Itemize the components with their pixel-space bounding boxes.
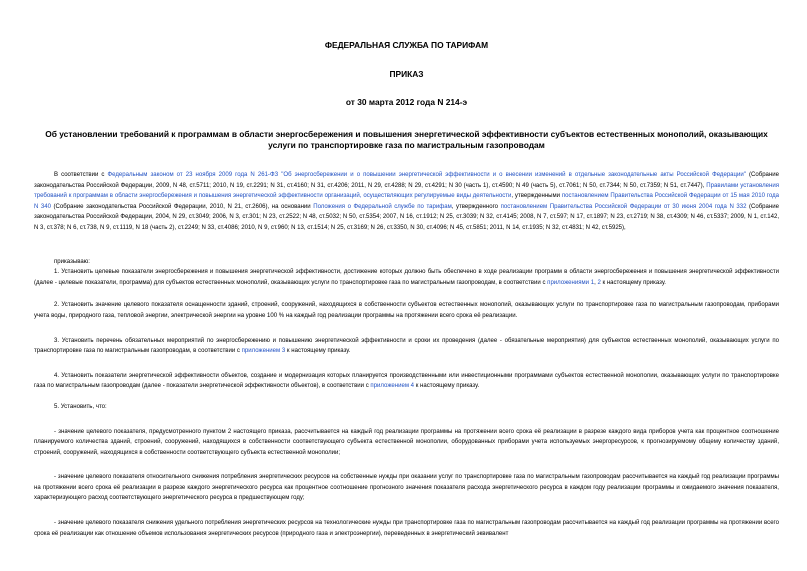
document-date-number: от 30 марта 2012 года N 214-э xyxy=(345,97,468,107)
link-federal-law-261[interactable]: Федеральным законом от 23 ноября 2009 года N 261-ФЗ "Об энергосбережении и о повышении энергетической эффективности и о внесении изменений в отдельные законодательные акты Российской Федерации" xyxy=(107,172,746,178)
clause-5: 5. Установить, что: xyxy=(54,403,107,410)
link-appendix-2[interactable]: 2 xyxy=(597,279,601,286)
link-decree-340[interactable]: постановлением Правительства Российской Федерации от 15 мая 2010 года N 340 xyxy=(34,193,780,210)
link-decree-332[interactable]: постановлением Правительства Российской Федерации от 30 июня 2004 года N 332 xyxy=(500,203,747,210)
clause-4 xyxy=(34,371,779,392)
link-appendix-3[interactable]: приложением 3 xyxy=(241,348,286,355)
preamble-text: (Собрание законодательства Российской Федерации, 2004, N 29, ст.3049; 2006, N 3, ст.301; N 23, ст.2522; N 48, ст.5032; N 50, ст.5354; 2007, N 16, ст.1912; N 25, ст.3039; N 32, ст.4145; 2008, N 7, ст.597; N 17, ст.1897; N 23, ст.2719; N 38, ст.4309; N 46, ст.5337; 2009, N 1, ст.142, N 3, ст.378; N 6, ст.738, N 9, ст.1119, N 18 (часть 2), ст.2249; N 33, ст.4086; 2010, N 9, ст.960; N 13, ст.1514; N 25, ст.3169; N 26, ст.3350, N 30, ст.4096; N 45, ст.5851; 2011, N 14, ст.1935; N 32, ст.4831; N 42, ст.5925), xyxy=(34,203,779,231)
clause-text: к настоящему приказу. xyxy=(600,279,666,286)
link-rules-requirements[interactable]: Правилами установления требований к программам в области энергосбережения и повышения энергетической эффективности организаций, осуществляющих регулируемые виды деятельности xyxy=(34,182,779,200)
preamble-text: (Собрание законодательства Российской Федерации, 2010, N 21, ст.2606), на основании xyxy=(51,203,314,210)
order-word: приказываю: xyxy=(54,258,90,265)
clause-text: к настоящему приказу. xyxy=(285,348,351,355)
preamble-text: , утвержденного xyxy=(451,203,501,210)
preamble-paragraph xyxy=(34,170,779,234)
link-appendix-4[interactable]: приложением 4 xyxy=(370,383,415,390)
clause-5-bullet-3: - значение целевого показателя снижения удельного потребления энергетических ресурсов на технологические нужды при транспортировке газа по магистральным газопроводам рассчитывается на каждый год реализации программы на протяжении всего срока её реализации как отношение объемов использования энергетических ресурсов (природного газа и электроэнергии), переведенных в энергетический эквивалент xyxy=(34,520,779,537)
document-type: ПРИКАЗ xyxy=(389,69,424,79)
clause-text: к настоящему приказу. xyxy=(414,383,480,390)
clause-text: 3. Установить перечень обязательных мероприятий по энергосбережению и повышению энергетической эффективности и сроки их проведения (далее - обязательные мероприятия) для субъектов естественных монополий, оказывающих услуги по транспортировке газа по магистральным газопроводам, в соответствии с xyxy=(34,337,779,355)
clause-5-bullet-2: - значение целевого показателя относительного снижения потребления энергетических ресурсов на собственные нужды при оказании услуг по транспортировке газа по магистральным газопроводам рассчитывается на каждый год реализации программы на протяжении всего срока её реализации в разрезе каждого энергетического ресурса как процентное соотношение прогнозного значения показателя расхода энергетического ресурса в каждом году реализации программы и ожидаемого значения показателя, характеризующего расход соответствующего энергетического ресурса в предшествующем году; xyxy=(34,474,779,502)
link-appendix-1[interactable]: приложениями 1 xyxy=(547,279,595,286)
link-fst-regulation[interactable]: Положения о Федеральной службе по тарифам xyxy=(313,203,452,210)
preamble-text: , утвержденными xyxy=(511,193,562,200)
clause-text: 4. Установить показатели энергетической эффективности объектов, создание и модернизация которых планируется производственными или инвестиционными программами субъектов естественной монополии, оказывающих услуги по транспортировке газа по магистральным газопроводам (далее - показатели энергетической эффективности объектов), в соответствии с xyxy=(34,372,779,390)
clause-3 xyxy=(34,336,779,357)
document-page xyxy=(34,40,779,539)
clause-5-bullet-1: - значение целевого показателя, предусмотренного пунктом 2 настоящего приказа, рассчитывается на каждый год реализации программы на протяжении всего срока её реализации в разрезе каждого вида приборов учета как процентное соотношение планируемого количества зданий, строений, сооружений, находящихся в собственности соответствующего субъекта естественной монополии, оборудованных приборами учета используемых энергоресурсов, к прогнозируемому общему количеству зданий, строений, сооружений, находящихся в собственности соответствующего субъекта естественной монополии; xyxy=(34,428,779,456)
clause-text: 1. Установить целевые показатели энергосбережения и повышения энергетической эффективности, достижение которых должно быть обеспечено в ходе реализации программ в области энергосбережения и повышения энергетической эффективности (далее - целевые показатели, программа) для субъектов естественных монополий, оказывающих услуги по транспортировке газа по магистральным газопроводам, в соответствии с xyxy=(34,269,779,286)
agency-name: ФЕДЕРАЛЬНАЯ СЛУЖБА ПО ТАРИФАМ xyxy=(324,40,489,50)
clause-2: 2. Установить значение целевого показателя оснащенности зданий, строений, сооружений, находящихся в собственности субъектов естественных монополий, оказывающих услуги по транспортировке газа по магистральным газопроводам, приборами учета воды, природного газа, тепловой энергии, электрической энергии на уровне 100 % на каждый год реализации программы на протяжении всего срока её реализации. xyxy=(34,302,779,319)
clause-text: , xyxy=(594,279,598,286)
preamble-text: (Собрание законодательства Российской Федерации, 2009, N 48, ст.5711; 2010, N 19, ст.2291; N 31, ст.4160; N 31, ст.4206; 2011, N 29, ст.4288; N 29, ст.4291; N 30 (часть 1), ст.4590; N 49 (часть 5), ст.7061; N 50, ст.7344; N 50, ст.7359; N 51, ст.7447), xyxy=(34,172,780,189)
preamble-text: В соответствии с xyxy=(54,172,108,178)
document-title: Об установлении требований к программам в области энергосбережения и повышения энергетической эффективности субъектов естественных монополий, оказывающих услуги по транспортировке газа по магистральным газопроводам xyxy=(45,129,768,150)
clause-1 xyxy=(34,267,779,288)
